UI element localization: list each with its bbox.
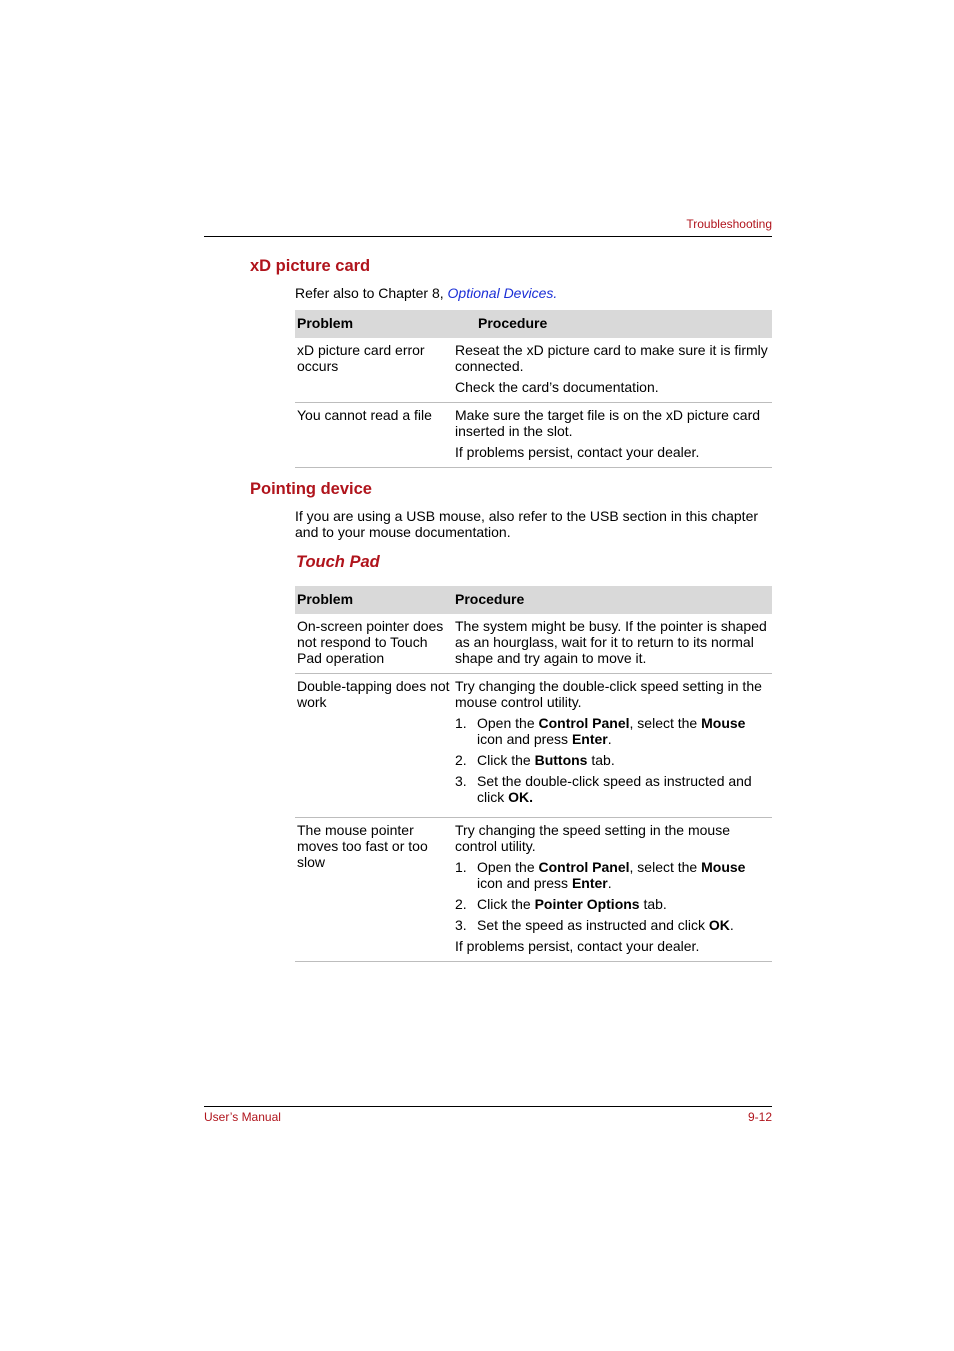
list-item: 2. Click the Buttons tab. — [455, 752, 615, 768]
procedure-cell — [453, 674, 772, 818]
step-number: 1. — [455, 715, 467, 731]
column-header-procedure: Procedure — [453, 586, 772, 614]
xd-intro — [295, 285, 775, 301]
list-item: 1. Open the Control Panel, select the Mouse icon and press Enter. — [455, 715, 746, 747]
list-item: 1. Open the Control Panel, select the Mouse icon and press Enter. — [455, 859, 746, 891]
step-number: 3. — [455, 773, 467, 789]
procedure-line: If problems persist, contact your dealer. — [455, 938, 700, 954]
procedure-line: If problems persist, contact your dealer. — [455, 444, 700, 460]
procedure-line: Check the card’s documentation. — [455, 379, 659, 395]
page-number: 9-12 — [747, 1110, 772, 1124]
list-item: 3. Set the double-click speed as instructed and click OK. — [455, 773, 752, 805]
step-number: 2. — [455, 752, 467, 768]
step-number: 1. — [455, 859, 467, 875]
table-header-row — [295, 310, 772, 338]
step-number: 2. — [455, 896, 467, 912]
steps-list — [455, 715, 770, 805]
table-row — [295, 338, 772, 403]
procedure-cell — [453, 403, 772, 468]
table-row — [295, 674, 772, 818]
list-item: 2. Click the Pointer Options tab. — [455, 896, 667, 912]
header-rule — [204, 236, 772, 237]
xd-intro-suffix: . — [553, 285, 558, 301]
step-number: 3. — [455, 917, 467, 933]
table-row — [295, 403, 772, 468]
column-header-procedure: Procedure — [453, 310, 772, 338]
procedure-line: The system might be busy. If the pointer is shaped as an hourglass, wait for it to return to its normal shape and try again to move it. — [455, 618, 767, 666]
problem-cell: xD picture card error occurs — [295, 338, 453, 403]
xd-troubleshooting-table — [295, 310, 772, 468]
procedure-line: Reseat the xD picture card to make sure it is firmly connected. — [455, 342, 768, 374]
header-section-title: Troubleshooting — [686, 217, 772, 231]
procedure-line: Try changing the double-click speed setting in the mouse control utility. — [455, 678, 762, 710]
pointing-intro: If you are using a USB mouse, also refer to the USB section in this chapter and to your mouse documentation. — [295, 508, 759, 540]
touch-pad-heading: Touch Pad — [296, 553, 380, 571]
footer-rule — [204, 1106, 772, 1107]
problem-cell: You cannot read a file — [295, 403, 453, 468]
column-header-problem: Problem — [295, 310, 453, 338]
list-item: 3. Set the speed as instructed and click OK. — [455, 917, 734, 933]
table-row — [295, 614, 772, 674]
table-header-row — [295, 586, 772, 614]
problem-cell: Double-tapping does not work — [295, 674, 453, 818]
touch-pad-table — [295, 586, 772, 962]
problem-cell: The mouse pointer moves too fast or too slow — [295, 818, 453, 962]
optional-devices-link[interactable]: Optional Devices — [447, 285, 554, 301]
procedure-line: Make sure the target file is on the xD picture card inserted in the slot. — [455, 407, 761, 439]
xd-intro-text: Refer also to Chapter 8, — [295, 285, 448, 301]
problem-cell: On-screen pointer does not respond to Touch Pad operation — [295, 614, 453, 674]
steps-list — [455, 859, 770, 933]
procedure-cell — [453, 818, 772, 962]
pointing-device-heading: Pointing device — [250, 480, 372, 498]
procedure-cell — [453, 614, 772, 674]
xd-picture-card-heading: xD picture card — [250, 257, 371, 275]
procedure-cell — [453, 338, 772, 403]
column-header-problem: Problem — [295, 586, 453, 614]
table-row — [295, 818, 772, 962]
procedure-line: Try changing the speed setting in the mouse control utility. — [455, 822, 730, 854]
footer-manual-title: User’s Manual — [204, 1110, 281, 1124]
